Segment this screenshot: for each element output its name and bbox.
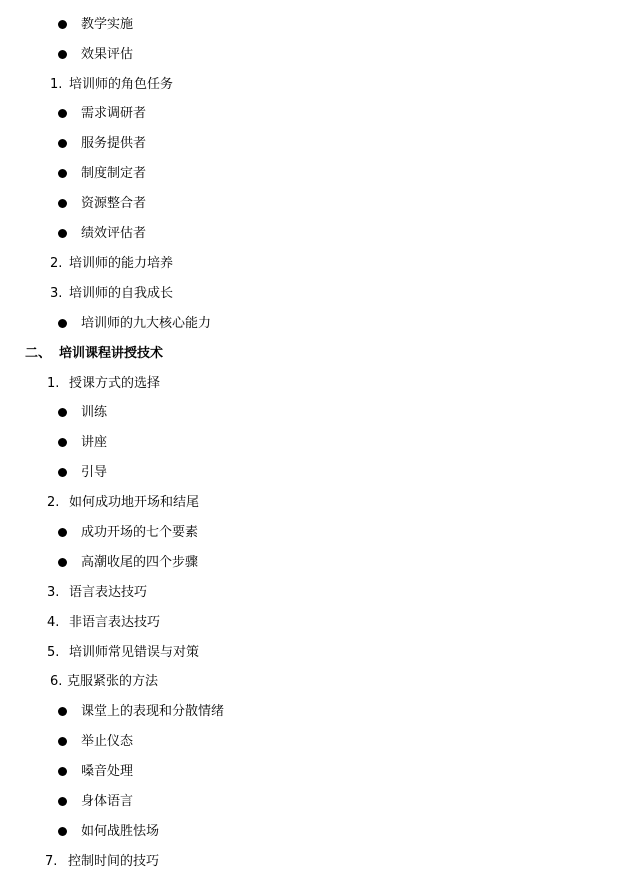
item-number: 7. [45,854,58,869]
numbered-item-text: 培训师常见错误与对策 [69,645,200,660]
bullet-dot-icon [58,827,67,836]
numbered-item-text: 非语言表达技巧 [69,615,161,630]
numbered-item-text: 培训师的能力培养 [69,256,174,271]
bullet-item-text: 讲座 [81,435,108,450]
bullet-item-text: 如何战胜怯场 [81,824,160,839]
item-number: 6. [50,674,63,689]
bullet-item-text: 引导 [81,465,108,480]
numbered-item-text: 语言表达技巧 [69,585,148,600]
bullet-dot-icon [58,767,67,776]
bullet-dot-icon [58,109,67,118]
numbered-item-text: 克服紧张的方法 [67,674,159,689]
bullet-dot-icon [58,797,67,806]
bullet-item-text: 课堂上的表现和分散情绪 [81,704,225,719]
item-number: 2. [47,495,60,510]
item-number: 2. [50,256,63,271]
bullet-dot-icon [58,319,67,328]
bullet-dot-icon [58,558,67,567]
numbered-item-text: 如何成功地开场和结尾 [69,495,200,510]
section-title: 培训课程讲授技术 [59,346,164,361]
bullet-item-text: 教学实施 [81,17,134,32]
bullet-item-text: 绩效评估者 [81,226,147,241]
bullet-dot-icon [58,707,67,716]
item-number: 1. [47,376,60,391]
bullet-item-text: 效果评估 [81,47,134,62]
item-number: 5. [47,645,60,660]
bullet-item-text: 资源整合者 [81,196,147,211]
item-number: 1. [50,77,63,92]
item-number: 4. [47,615,60,630]
numbered-item-text: 培训师的角色任务 [69,77,174,92]
numbered-item-text: 授课方式的选择 [69,376,161,391]
section-number: 二、 [25,346,52,361]
item-number: 3. [47,585,60,600]
bullet-item-text: 需求调研者 [81,106,147,121]
bullet-item-text: 举止仪态 [81,734,134,749]
bullet-dot-icon [58,438,67,447]
numbered-item-text: 控制时间的技巧 [68,854,160,869]
bullet-item-text: 嗓音处理 [81,764,134,779]
bullet-dot-icon [58,169,67,178]
bullet-item-text: 高潮收尾的四个步骤 [81,555,199,570]
bullet-dot-icon [58,737,67,746]
item-number: 3. [50,286,63,301]
bullet-dot-icon [58,408,67,417]
bullet-item-text: 服务提供者 [81,136,147,151]
bullet-dot-icon [58,229,67,238]
bullet-item-text: 成功开场的七个要素 [81,525,199,540]
bullet-item-text: 身体语言 [81,794,134,809]
bullet-dot-icon [58,468,67,477]
bullet-dot-icon [58,528,67,537]
bullet-dot-icon [58,20,67,29]
bullet-item-text: 制度制定者 [81,166,147,181]
bullet-item-text: 训练 [81,405,108,420]
numbered-item-text: 培训师的自我成长 [69,286,174,301]
bullet-dot-icon [58,139,67,148]
bullet-dot-icon [58,50,67,59]
bullet-dot-icon [58,199,67,208]
bullet-item-text: 培训师的九大核心能力 [81,316,212,331]
